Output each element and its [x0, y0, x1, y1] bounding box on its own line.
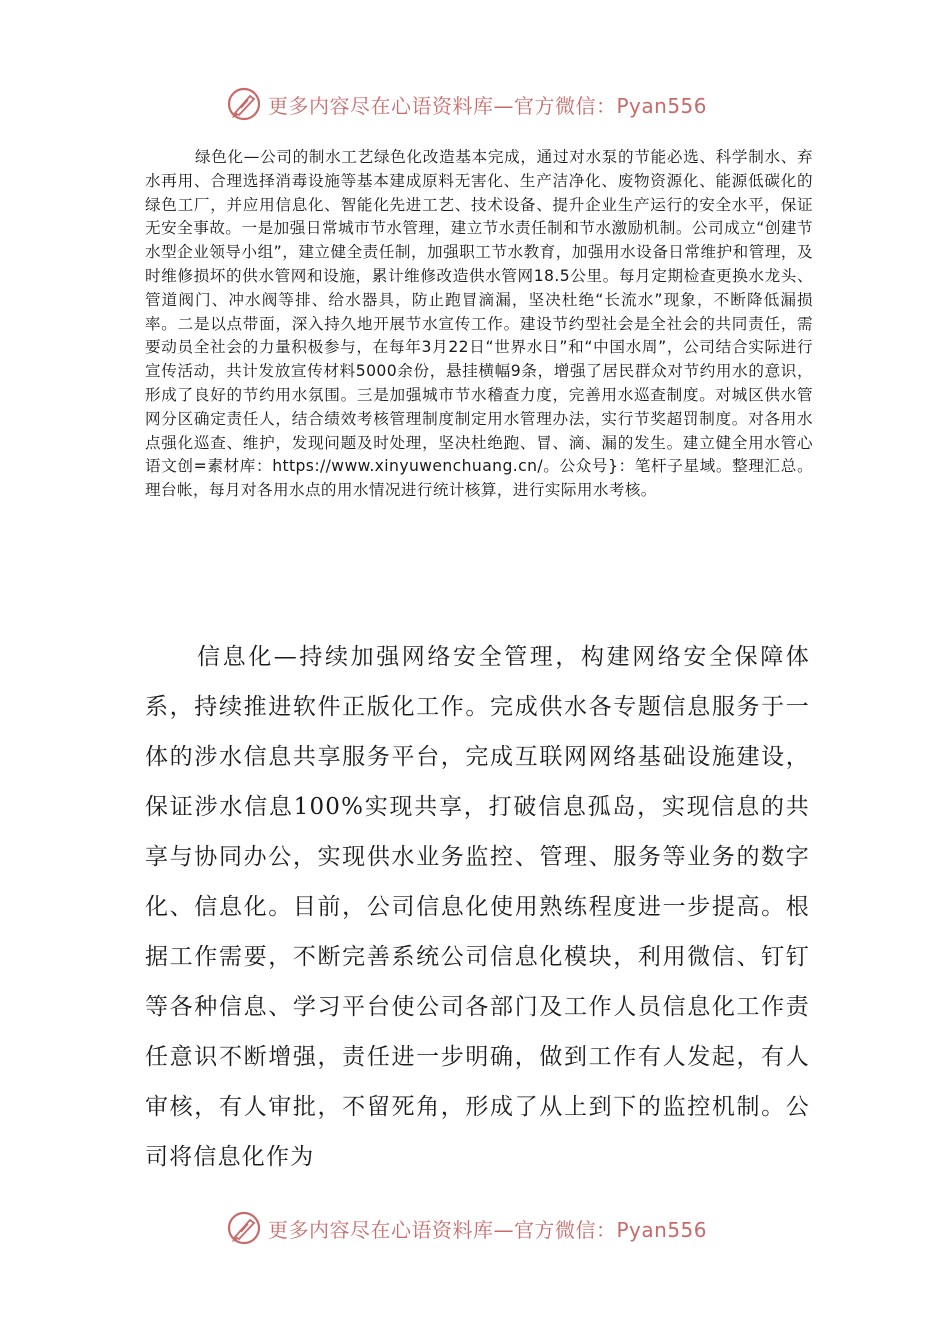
paragraph-green: 绿色化—公司的制水工艺绿色化改造基本完成，通过对水泵的节能必选、科学制水、弃水再用、合理选择消毒设施等基本建成原料无害化、生产洁净化、废物资源化、能源低碳化的绿色工厂，并应用信息化、智能化先进工艺、技术设备、提升企业生产运行的安全水平，保证无安全事故。一是加强日常城市节水管理，建立节水责任制和节水激励机制。公司成立“创建节水型企业领导小组”，建立健全责任制，加强职工节水教育，加强用水设备日常维护和管理，及时维修损坏的供水管网和设施，累计维修改造供水管网18.5公里。每月定期检查更换水龙头、管道阀门、冲水阀等排、给水器具，防止跑冒滴漏，坚决杜绝“长流水”现象，不断降低漏损率。二是以点带面，深入持久地开展节水宣传工作。建设节约型社会是全社会的共同责任，需要动员全社会的力量积极参与，在每年3月22日“世界水日”和“中国水周”，公司结合实际进行宣传活动，共计发放宣传材料5000余份，悬挂横幅9条，增强了居民群众对节约用水的意识，形成了良好的节约用水氛围。三是加强城市节水稽查力度，完善用水巡查制度。对城区供水管网分区确定责任人，结合绩效考核管理制度制定用水管理办法，实行节奖超罚制度。对各用水点强化巡查、维护，发现问题及时处理，坚决杜绝跑、冒、滴、漏的发生。建立健全用水管心语文创=素材库：https://www.xinyuwenchuang.cn/。公众号}：笔杆子星域。整理汇总。理台帐，每月对各用水点的用水情况进行统计核算，进行实际用水考核。	[145, 148, 813, 500]
pen-nib-logo-icon	[226, 1210, 262, 1246]
footer-banner[interactable]	[226, 1208, 746, 1248]
header-banner[interactable]	[226, 84, 746, 124]
paragraph-informatization: 信息化—持续加强网络安全管理，构建网络安全保障体系，持续推进软件正版化工作。完成供水各专题信息服务于一体的涉水信息共享服务平台，完成互联网网络基础设施建设，保证涉水信息100%实现共享，打破信息孤岛，实现信息的共享与协同办公，实现供水业务监控、管理、服务等业务的数字化、信息化。目前，公司信息化使用熟练程度进一步提高。根据工作需要，不断完善系统公司信息化模块，利用微信、钉钉等各种信息、学习平台使公司各部门及工作人员信息化工作责任意识不断增强，责任进一步明确，做到工作有人发起，有人审核，有人审批，不留死角，形成了从上到下的监控机制。公司将信息化作为	[145, 644, 810, 1170]
header-banner-text: 更多内容尽在心语资料库—官方微信：Pyan556	[268, 93, 708, 118]
footer-banner-text: 更多内容尽在心语资料库—官方微信：Pyan556	[268, 1217, 708, 1242]
pen-nib-logo-icon	[226, 86, 262, 122]
